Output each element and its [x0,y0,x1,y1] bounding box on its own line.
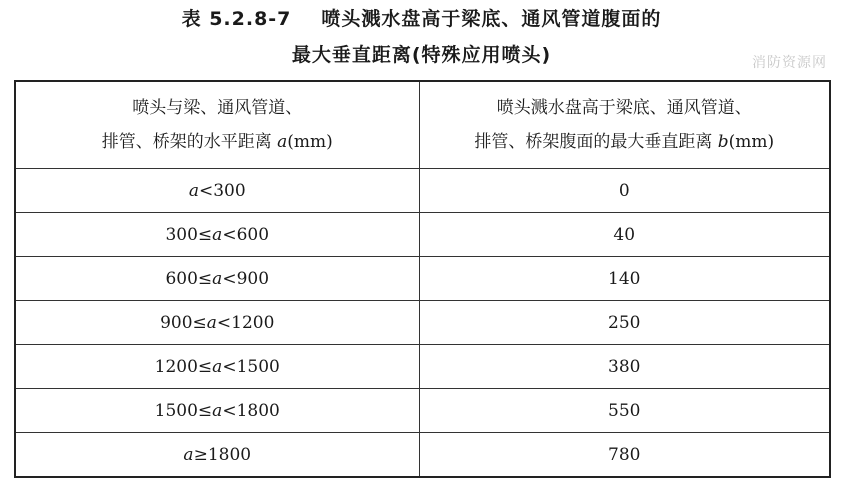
op-low: ≤ [192,312,207,333]
header-vertical-distance [419,81,830,169]
range-high: 1800 [236,400,280,421]
op-low: ≤ [197,224,213,245]
header-b-prefix: 排管、桥架腹面的最大垂直距离 [474,132,718,152]
spec-table [14,80,831,478]
op-high: < [222,268,237,289]
op-high: < [216,312,232,333]
cell-horizontal-distance [15,169,419,213]
op-high: < [222,224,237,245]
op-high: < [198,180,214,201]
op-low: ≤ [197,400,213,421]
range-var: a [212,400,223,421]
range-var: a [183,444,194,465]
range-low: 900 [160,312,193,333]
header-a-line-2 [16,125,419,159]
table-row [15,389,830,433]
cell-horizontal-distance [15,345,419,389]
header-a-var: a [277,132,288,152]
op-high: < [222,400,237,421]
table-header-row [15,81,830,169]
cell-horizontal-distance [15,257,419,301]
range-var: a [188,180,199,201]
table-number: 表 5.2.8-7 [181,8,292,30]
watermark-text: 消防资源网 [752,55,827,71]
range-var: a [212,224,223,245]
cell-vertical-distance: 550 [419,389,830,433]
table-title-line-1 [0,4,843,31]
range-high: 1500 [236,356,280,377]
cell-vertical-distance: 40 [419,213,830,257]
header-a-line-1: 喷头与梁、通风管道、 [132,98,303,118]
table-row [15,169,830,213]
op-high: ≥ [193,444,208,465]
table-title-line-2: 最大垂直距离(特殊应用喷头) [291,44,552,66]
range-var: a [212,356,223,377]
table-row [15,433,830,478]
header-a-unit: (mm) [287,132,333,152]
cell-vertical-distance: 380 [419,345,830,389]
range-low: 1200 [154,356,198,377]
range-var: a [212,268,223,289]
cell-vertical-distance: 250 [419,301,830,345]
header-b-line-1: 喷头溅水盘高于梁底、通风管道、 [496,98,752,118]
range-var: a [206,312,217,333]
range-low: 1500 [154,400,198,421]
range-low: 300 [165,224,198,245]
cell-horizontal-distance [15,213,419,257]
range-low: 600 [165,268,198,289]
table-row [15,301,830,345]
header-b-unit: (mm) [728,132,775,152]
cell-vertical-distance: 780 [419,433,830,478]
op-high: < [222,356,237,377]
range-high: 600 [236,224,270,245]
table-row [15,257,830,301]
range-high: 900 [236,268,270,289]
range-high: 300 [213,180,246,201]
cell-horizontal-distance [15,301,419,345]
table-title-text-1: 喷头溅水盘高于梁底、通风管道腹面的 [321,8,662,30]
op-low: ≤ [197,356,213,377]
cell-vertical-distance: 140 [419,257,830,301]
table-row [15,345,830,389]
cell-horizontal-distance [15,389,419,433]
header-b-var: b [717,132,729,152]
op-low: ≤ [197,268,213,289]
table-row [15,213,830,257]
header-horizontal-distance [15,81,419,169]
header-b-line-2 [420,125,830,159]
range-high: 1200 [231,312,275,333]
header-a-prefix: 排管、桥架的水平距离 [101,132,278,152]
cell-horizontal-distance [15,433,419,478]
cell-vertical-distance: 0 [419,169,830,213]
range-high: 1800 [207,444,252,465]
